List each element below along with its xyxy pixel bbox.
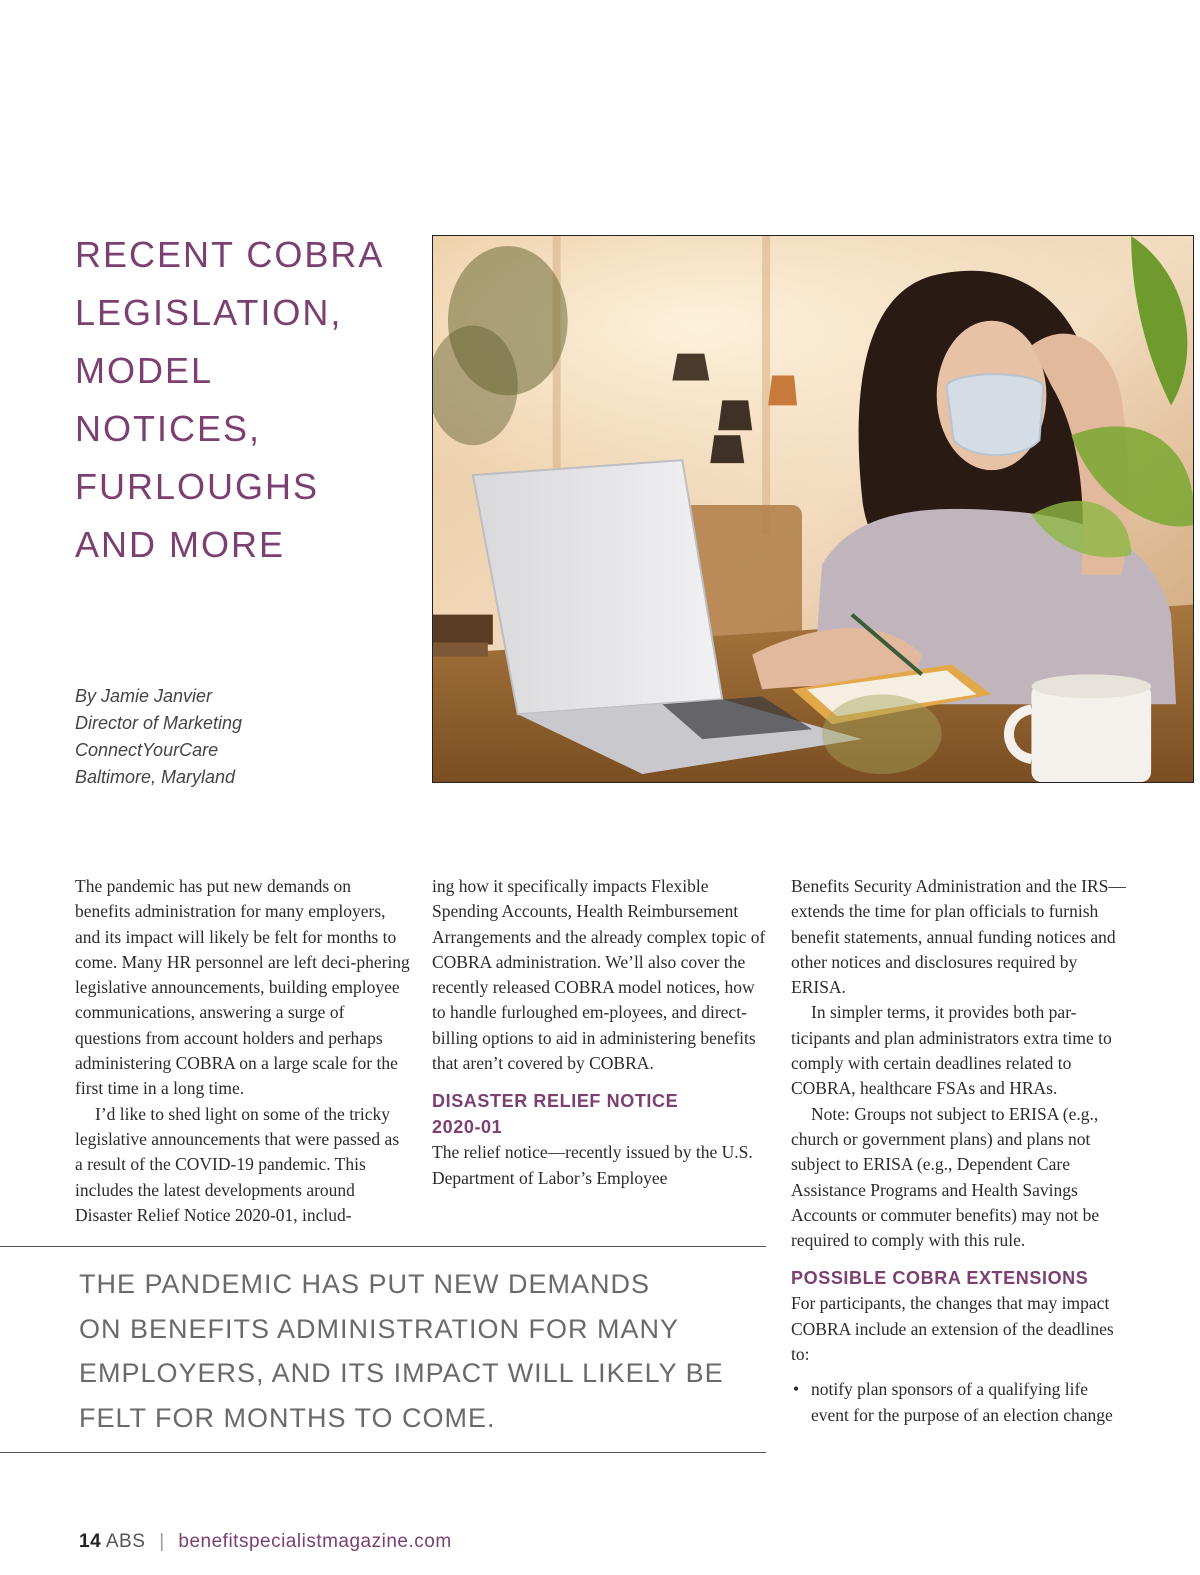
footer-separator: |: [159, 1531, 165, 1552]
woman-masked-at-laptop-icon: [433, 236, 1193, 782]
body-paragraph: Note: Groups not subject to ERISA (e.g., church or government plans) and plans not subject to ERISA (e.g., Dependent Care Assistance Programs and Health Savings Accounts or commuter benefits) may not be required to comply with this rule.: [791, 1103, 1100, 1251]
pullquote-line: THE PANDEMIC HAS PUT NEW DEMANDS: [79, 1269, 651, 1299]
heading-line: 2020-01: [432, 1117, 503, 1138]
author-role: Director of Marketing: [75, 713, 243, 733]
author-name: By Jamie Janvier: [75, 686, 213, 706]
body-paragraph: In simpler terms, it provides both par-ticipants and plan administrators extra time to comply with certain deadlines related to COBRA, healthcare FSAs and HRAs.: [791, 1002, 1112, 1099]
pullquote-top-rule: [0, 1246, 766, 1247]
body-paragraph: The pandemic has put new demands on benefits administration for many employers, and its impact will likely be felt for months to come. Many HR personnel are left deci-phering legislative announcements, building employee communications, answering a surge of questions from account holders and perhaps administering COBRA on a large scale for the first time in a long time.: [75, 876, 410, 1099]
author-byline: [75, 683, 242, 791]
article-title: [75, 226, 420, 574]
title-line: FURLOUGHS: [75, 466, 320, 507]
author-company: ConnectYourCare: [75, 740, 219, 760]
title-line: MODEL: [75, 350, 214, 391]
list-item: • notify plan sponsors of a qualifying life event for the purpose of an election change: [811, 1377, 1126, 1428]
column-3: [791, 874, 1126, 1428]
pullquote-line: FELT FOR MONTHS TO COME.: [79, 1402, 496, 1433]
magazine-url: benefitspecialistmagazine.com: [178, 1531, 452, 1552]
section-heading-disaster-relief: [432, 1088, 767, 1140]
pullquote-bottom-rule: [0, 1452, 766, 1453]
body-paragraph: For participants, the changes that may impact COBRA include an extension of the deadlines to:: [791, 1293, 1114, 1365]
title-line: RECENT COBRA: [75, 234, 385, 275]
article-photo: [432, 235, 1194, 783]
pullquote-line: EMPLOYERS, AND ITS IMPACT WILL LIKELY BE: [79, 1358, 724, 1388]
title-line: LEGISLATION,: [75, 292, 343, 333]
body-paragraph: ing how it specifically impacts Flexible Spending Accounts, Health Reimbursement Arrangements and the already complex topic of COBRA administration. We’ll also cover the recently released COBRA model notices, how to handle furloughed em-ployees, and direct-billing options to aid in administering benefits that aren’t covered by COBRA.: [432, 876, 766, 1074]
magazine-name: ABS: [105, 1531, 146, 1552]
body-paragraph: The relief notice—recently issued by the U.S. Department of Labor’s Employee: [432, 1142, 753, 1188]
bullet-list: [791, 1377, 1126, 1428]
author-location: Baltimore, Maryland: [75, 767, 236, 787]
section-heading-cobra-extensions: POSSIBLE COBRA EXTENSIONS: [791, 1268, 1089, 1289]
pullquote-line: ON BENEFITS ADMINISTRATION FOR MANY: [79, 1313, 680, 1344]
column-2: [432, 874, 767, 1191]
title-line: NOTICES,: [75, 408, 262, 449]
column-1: [75, 874, 410, 1228]
page-number: 14: [79, 1531, 102, 1552]
heading-line: DISASTER RELIEF NOTICE: [432, 1091, 679, 1112]
pull-quote: [79, 1262, 749, 1440]
body-paragraph: Benefits Security Administration and the IRS—extends the time for plan officials to furnish benefit statements, annual funding notices and other notices and disclosures required by ERISA.: [791, 876, 1126, 998]
body-paragraph: I’d like to shed light on some of the tricky legislative announcements that were passed as a result of the COVID-19 pandemic. This includes the latest developments around Disaster Relief Notice 2020-01, includ-: [75, 1103, 400, 1225]
page-footer: [79, 1531, 452, 1553]
title-line: AND MORE: [75, 524, 286, 565]
